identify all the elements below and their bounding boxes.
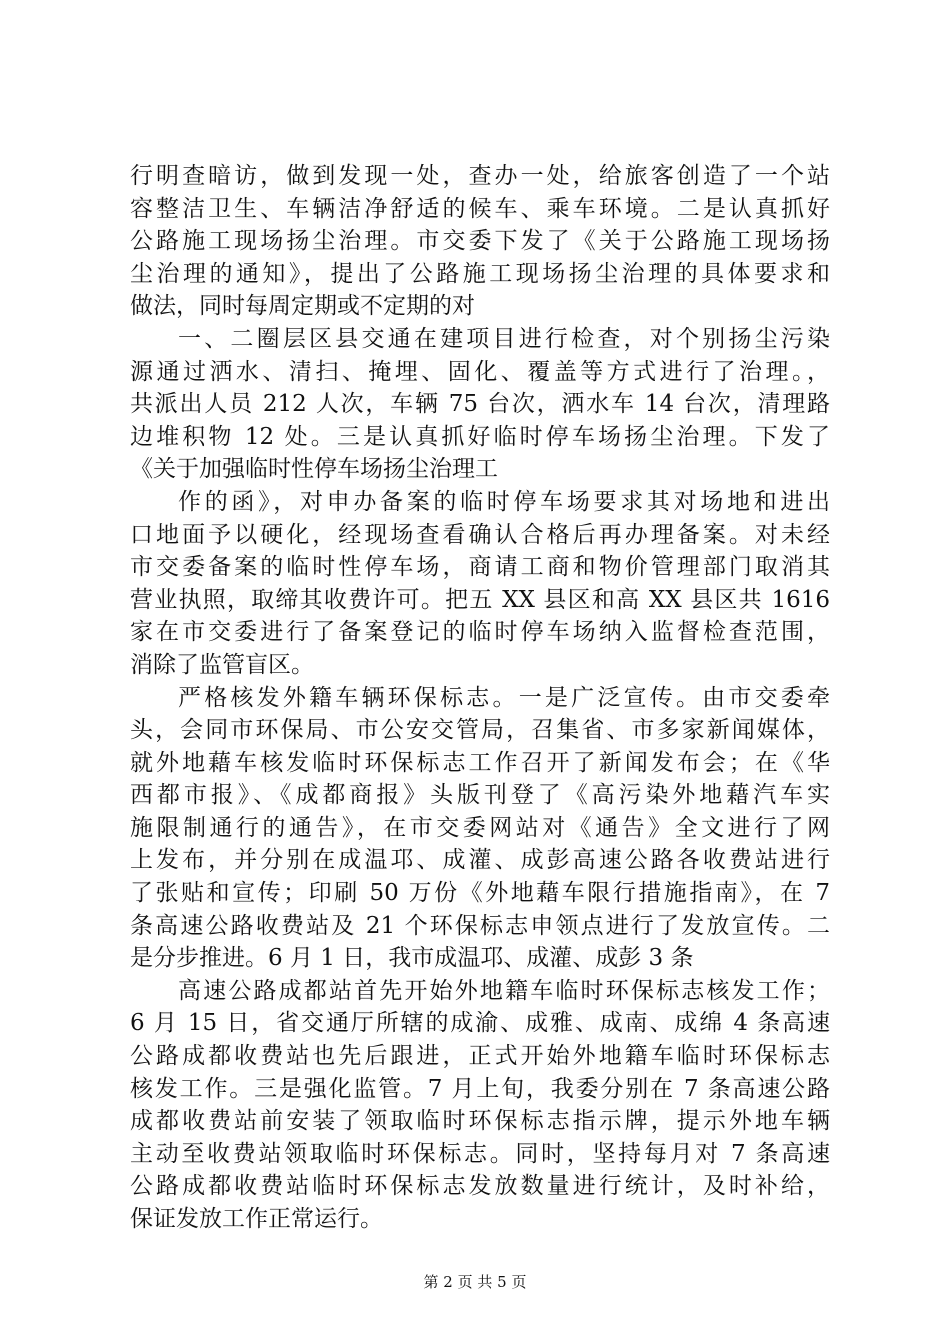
text-line: 成都收费站前安装了领取临时环保标志指示牌，提示外地车辆 — [130, 1108, 830, 1135]
text-line: 一、二圈层区县交通在建项目进行检查，对个别扬尘污染 — [178, 325, 830, 352]
text-line: 6 月 15 日，省交通厅所辖的成渝、成雅、成南、成绵 4 条高速 — [130, 1010, 830, 1037]
text-line: 市交委备案的临时性停车场，商请工商和物价管理部门取消其 — [130, 554, 830, 581]
text-line: 头，会同市环保局、市公安交管局，召集省、市多家新闻媒体， — [130, 717, 830, 744]
text-line: 行明查暗访，做到发现一处，查办一处，给旅客创造了一个站 — [130, 163, 830, 189]
text-line: 营业执照，取缔其收费许可。把五 XX 县区和高 XX 县区共 1616 — [130, 586, 830, 613]
text-line: 高速公路成都站首先开始外地籍车临时环保标志核发工作； — [178, 977, 830, 1004]
paragraph — [130, 323, 830, 486]
page-footer: 第 2 页 共 5 页 — [423, 1273, 527, 1291]
text-line: 《关于加强临时性停车场扬尘治理工 — [130, 456, 498, 483]
text-line: 主动至收费站领取临时环保标志。同时，坚持每月对 7 条高速 — [130, 1140, 830, 1167]
paragraph — [130, 682, 830, 975]
text-line: 保证发放工作正常运行。 — [130, 1206, 383, 1232]
text-line: 共派出人员 212 人次，车辆 75 台次，洒水车 14 台次，清理路 — [130, 391, 830, 418]
text-line: 口地面予以硬化，经现场查看确认合格后再办理备案。对未经 — [130, 521, 830, 548]
text-line: 条高速公路收费站及 21 个环保标志申领点进行了发放宣传。二 — [130, 912, 830, 939]
text-line: 尘治理的通知》，提出了公路施工现场扬尘治理的具体要求和 — [130, 260, 830, 287]
text-line: 做法，同时每周定期或不定期的对 — [130, 293, 475, 320]
text-line: 公路施工现场扬尘治理。市交委下发了《关于公路施工现场扬 — [130, 228, 830, 255]
text-line: 消除了监管盲区。 — [130, 651, 314, 678]
text-line: 施限制通行的通告》，在市交委网站对《通告》全文进行了网 — [130, 814, 830, 841]
paragraph — [130, 486, 830, 682]
text-line: 就外地藉车核发临时环保标志工作召开了新闻发布会；在《华 — [130, 749, 830, 776]
text-line: 核发工作。三是强化监管。7 月上旬，我委分别在 7 条高速公路 — [130, 1075, 830, 1102]
text-line: 作的函》，对申办备案的临时停车场要求其对场地和进出 — [178, 488, 830, 515]
text-line: 西都市报》、《成都商报》头版刊登了《高污染外地藉汽车实 — [130, 782, 830, 809]
text-line: 严格核发外籍车辆环保标志。一是广泛宣传。由市交委牵 — [178, 684, 830, 711]
text-line: 了张贴和宣传；印刷 50 万份《外地藉车限行措施指南》，在 7 — [130, 880, 830, 907]
text-line: 上发布，并分别在成温邛、成灌、成彭高速公路各收费站进行 — [130, 847, 830, 874]
paragraph — [130, 975, 830, 1236]
text-line: 家在市交委进行了备案登记的临时停车场纳入监督检查范围， — [130, 619, 830, 646]
paragraph — [130, 160, 830, 323]
text-line: 公路成都收费站也先后跟进，正式开始外地籍车临时环保标志 — [130, 1043, 830, 1070]
text-line: 公路成都收费站临时环保标志发放数量进行统计，及时补给， — [130, 1173, 830, 1200]
text-line: 是分步推进。6 月 1 日，我市成温邛、成灌、成彭 3 条 — [130, 945, 694, 972]
text-line: 边堆积物 12 处。三是认真抓好临时停车场扬尘治理。下发了 — [130, 423, 830, 450]
text-line: 容整洁卫生、车辆洁净舒适的候车、乘车环境。二是认真抓好 — [130, 195, 830, 222]
document-body — [130, 160, 830, 1236]
text-line: 源通过洒水、清扫、掩埋、固化、覆盖等方式进行了治理。， — [130, 358, 830, 385]
